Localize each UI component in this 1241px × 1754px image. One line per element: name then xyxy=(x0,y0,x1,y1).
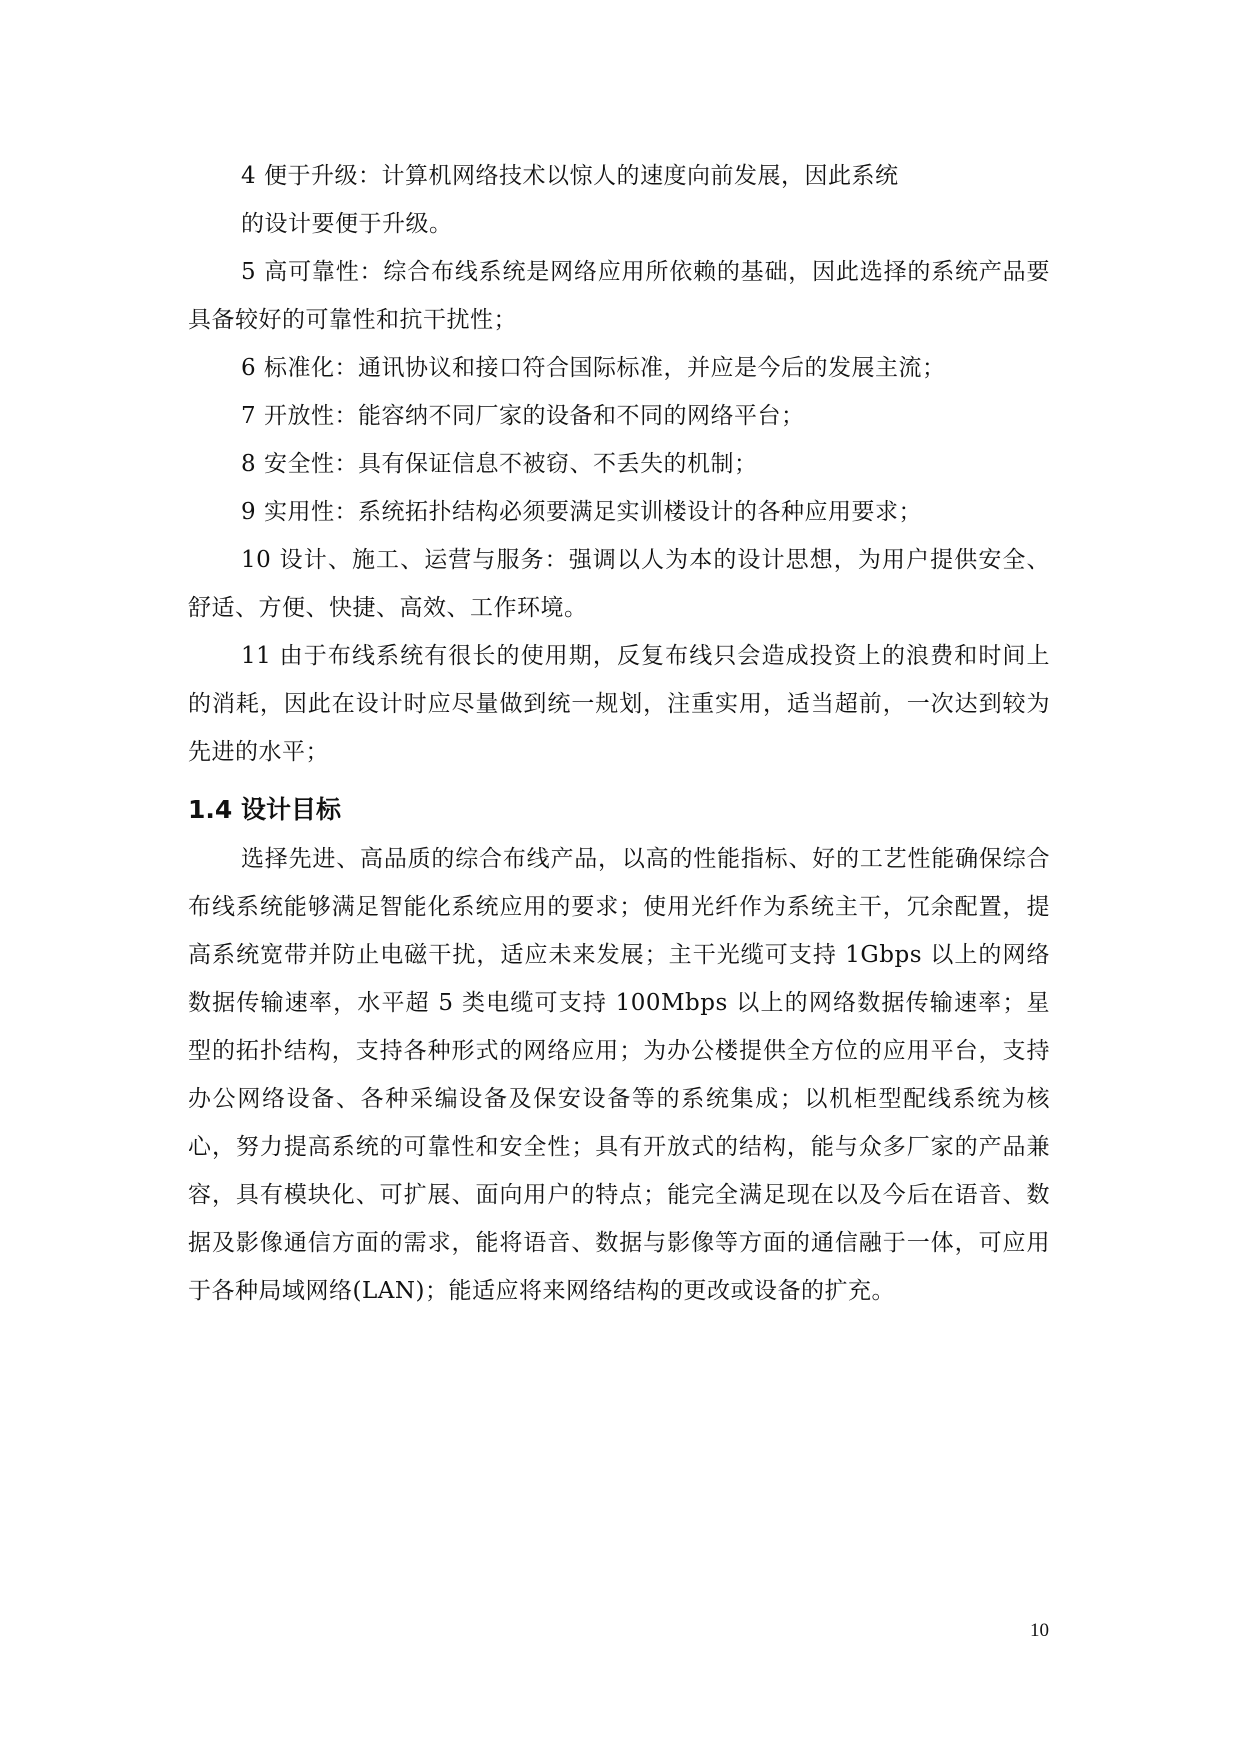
paragraph-7: 7 开放性：能容纳不同厂家的设备和不同的网络平台； xyxy=(241,403,805,429)
paragraph-6: 6 标准化：通讯协议和接口符合国际标准，并应是今后的发展主流； xyxy=(241,355,946,381)
paragraph-5: 5 高可靠性：综合布线系统是网络应用所依赖的基础，因此选择的系统产品要具备较好的可靠性和抗干扰性； xyxy=(188,259,1050,333)
paragraph-4-line-1: 4 便于升级：计算机网络技术以惊人的速度向前发展，因此系统 xyxy=(241,163,899,189)
paragraph-9: 9 实用性：系统拓扑结构必须要满足实训楼设计的各种应用要求； xyxy=(241,499,922,525)
section-heading: 1.4 设计目标 xyxy=(188,795,341,824)
section-body-paragraph: 选择先进、高品质的综合布线产品，以高的性能指标、好的工艺性能确保综合布线系统能够满足智能化系统应用的要求；使用光纤作为系统主干，冗余配置，提高系统宽带并防止电磁干扰，适应未来发展；主干光缆可支持 1Gbps 以上的网络数据传输速率，水平超 5 类电缆可支持 100Mbps 以上的网络数据传输速率；星型的拓扑结构，支持各种形式的网络应用；为办公楼提供全方位的应用平台，支持办公网络设备、各种采编设备及保安设备等的系统集成；以机柜型配线系统为核心，努力提高系统的可靠性和安全性；具有开放式的结构，能与众多厂家的产品兼容，具有模块化、可扩展、面向用户的特点；能完全满足现在以及今后在语音、数据及影像通信方面的需求，能将语音、数据与影像等方面的通信融于一体，可应用于各种局域网络(LAN)；能适应将来网络结构的更改或设备的扩充。 xyxy=(188,846,1050,1304)
paragraph-4-line-2: 的设计要便于升级。 xyxy=(241,211,453,237)
paragraph-11: 11 由于布线系统有很长的使用期，反复布线只会造成投资上的浪费和时间上的消耗，因此在设计时应尽量做到统一规划，注重实用，适当超前，一次达到较为先进的水平； xyxy=(188,643,1050,765)
page-number: 10 xyxy=(1030,1620,1049,1641)
paragraph-8: 8 安全性：具有保证信息不被窃、不丢失的机制； xyxy=(241,451,758,477)
paragraph-10: 10 设计、施工、运营与服务：强调以人为本的设计思想，为用户提供安全、舒适、方便、快捷、高效、工作环境。 xyxy=(188,547,1050,621)
